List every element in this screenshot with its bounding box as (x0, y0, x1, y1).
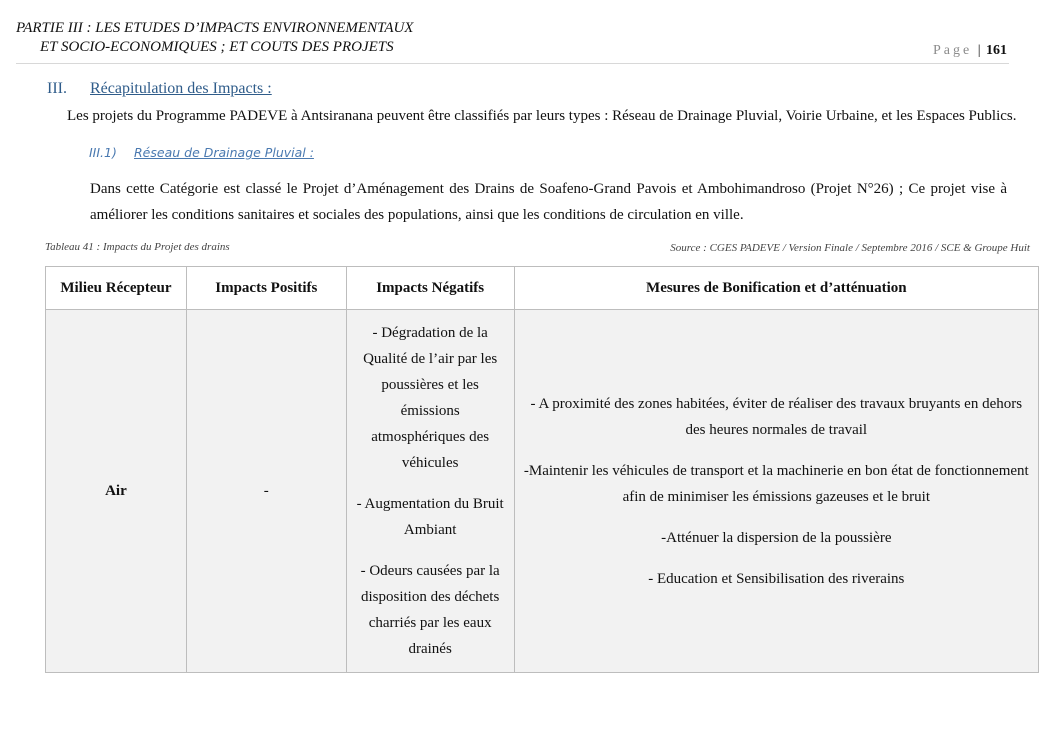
section-heading (47, 80, 272, 98)
mitigation-item: -Maintenir les véhicules de transport et la machinerie en bon état de fonctionnement afin de minimiser les émissions gazeuses et le bruit (523, 462, 1029, 505)
running-header-line-2: ET SOCIO-ECONOMIQUES ; ET COUTS DES PROJETS (40, 39, 394, 55)
page-number: 161 (986, 43, 1007, 58)
header-impacts-negatifs: Impacts Négatifs (346, 267, 514, 310)
header-mesures: Mesures de Bonification et d’atténuation (514, 267, 1038, 310)
section-number: III. (47, 80, 67, 97)
page-label: Page (932, 43, 973, 58)
table-caption: Tableau 41 : Impacts du Projet des drains (45, 241, 230, 253)
table-header-row (46, 267, 1039, 310)
header-milieu-recepteur: Milieu Récepteur (46, 267, 187, 310)
cell-positifs: - (186, 310, 346, 673)
subsection-heading (89, 145, 314, 160)
mitigation-item: - A proximité des zones habitées, éviter de réaliser des travaux bruyants en dehors des heures normales de travail (530, 395, 1023, 438)
header-impacts-positifs: Impacts Positifs (186, 267, 346, 310)
negative-impact-item: - Dégradation de la Qualité de l’air par les poussières et les émissions atmosphériques des véhicules (363, 325, 498, 471)
section-title: Récapitulation des Impacts : (90, 80, 272, 97)
subsection-title: Réseau de Drainage Pluvial : (134, 145, 314, 160)
running-header-line-1: PARTIE III : LES ETUDES D’IMPACTS ENVIRONNEMENTAUX (16, 20, 414, 36)
mitigation-item: -Atténuer la dispersion de la poussière (661, 529, 892, 546)
negative-impact-item: - Augmentation du Bruit Ambiant (356, 496, 504, 538)
cell-milieu: Air (46, 310, 187, 673)
running-header-title (16, 19, 413, 57)
table-source: Source : CGES PADEVE / Version Finale / Septembre 2016 / SCE & Groupe Huit (670, 242, 1030, 254)
cell-mesures (514, 310, 1038, 673)
body-paragraph: Dans cette Catégorie est classé le Projet d’Aménagement des Drains de Soafeno-Grand Pavois et Ambohimandroso (Projet N°26) ; Ce projet vise à améliorer les conditions sanitaires et sociales des populations, ainsi que les conditions de circulation en ville. (90, 181, 1007, 223)
table-row (46, 310, 1039, 673)
negative-impact-item: - Odeurs causées par la disposition des déchets charriés par les eaux drainés (360, 563, 500, 657)
mitigation-item: - Education et Sensibilisation des riverains (648, 570, 905, 587)
page-number-block (933, 43, 1007, 59)
impacts-table (45, 266, 1039, 673)
cell-negatifs (346, 310, 514, 673)
subsection-number: III.1) (89, 145, 117, 160)
header-divider (16, 63, 1009, 64)
page-separator: | (977, 43, 981, 58)
intro-paragraph: Les projets du Programme PADEVE à Antsiranana peuvent être classifiés par leurs types : Réseau de Drainage Pluvial, Voirie Urbaine, et les Espaces Publics. (67, 108, 1017, 124)
